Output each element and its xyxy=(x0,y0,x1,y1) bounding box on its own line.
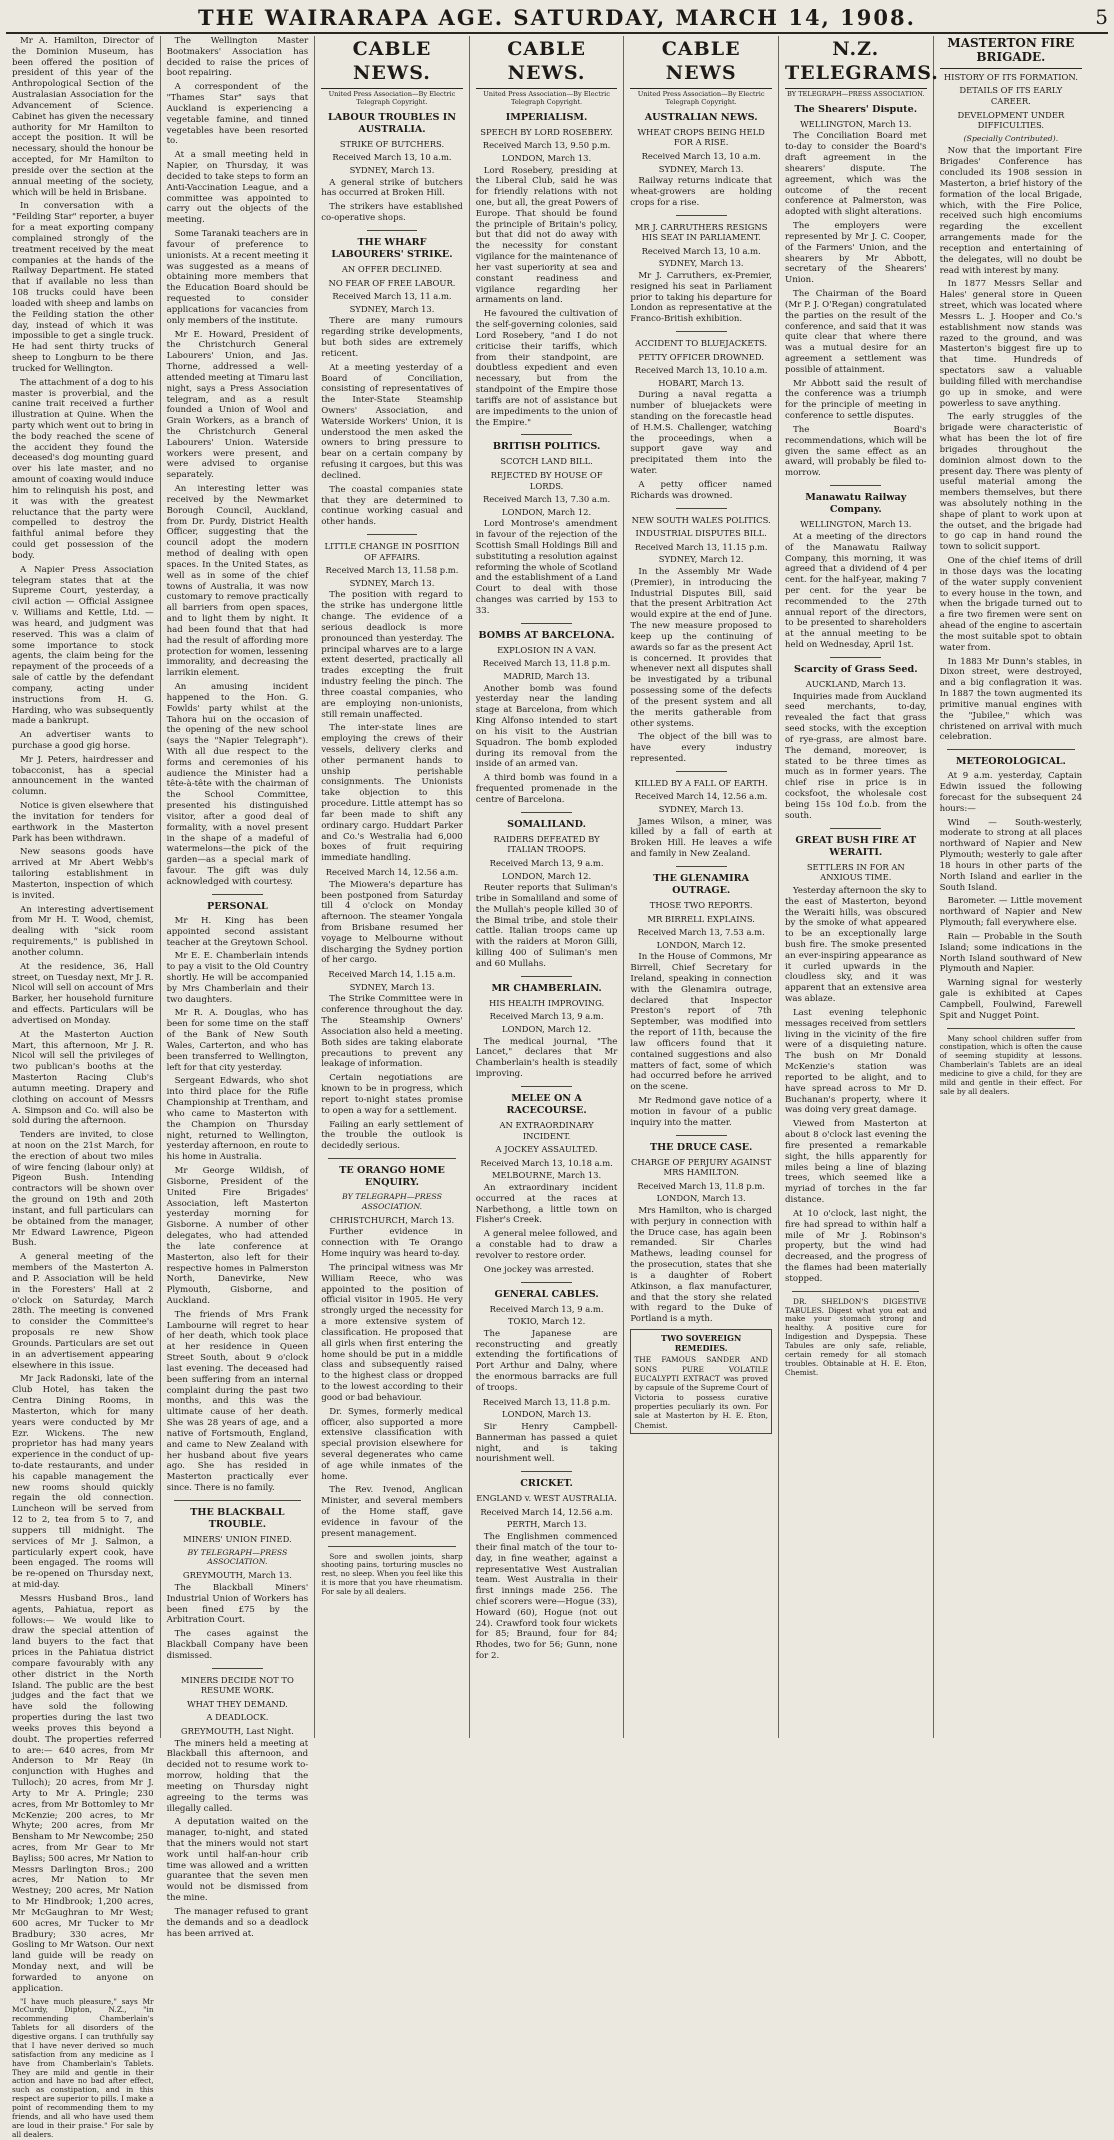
subheading: INDUSTRIAL DISPUTES BILL. xyxy=(635,528,767,539)
dateline: Received March 13, 11.8 p.m. xyxy=(482,658,611,669)
dateline: LONDON, March 13. xyxy=(502,1409,592,1420)
paragraph: At the residence, 36, Hall street, on Tuesday next, Mr J. R. Nicol will sell on account of Mrs Barker, her household furniture and effects. Particulars will be advertised on Monday. xyxy=(12,961,154,1026)
dateline: Received March 13, 11.8 p.m. xyxy=(637,1180,765,1191)
paragraph: The Wellington Master Bootmakers' Association has decided to raise the prices of boot repairing. xyxy=(166,36,309,79)
dateline: LONDON, March 13. xyxy=(502,152,592,163)
subheading: THOSE TWO REPORTS. xyxy=(649,900,753,911)
divider xyxy=(521,1086,572,1087)
paragraph: A general melee followed, and a constable had to draw a revolver to restore order. xyxy=(475,1229,618,1261)
paragraph: The Miowera's departure has been postponed from Saturday till 4 o'clock on Monday afternoon. The steamer Yongala from Brisbane resumed her voyage to Melbourne without discharging the Sydney portion of her cargo. xyxy=(321,879,463,966)
dateline: Received March 13, 7.30 a.m. xyxy=(482,494,611,505)
subheading: SETTLERS IN FOR AN ANXIOUS TIME. xyxy=(806,861,905,883)
paragraph: Rain — Probable in the South Island; some indications in the North Island southward of New Plymouth and Napier. xyxy=(939,931,1083,975)
advertisement-box xyxy=(630,1329,772,1434)
paragraph: A deputation waited on the manager, to-night, and stated that the miners would not start work until half-an-hour crib time was allowed and a written guarantee that the seven men would not be dismissed from the mine. xyxy=(166,1817,309,1904)
paragraph: The miners held a meeting at Blackball this afternoon, and decided not to resume work to-morrow, holding that the meeting on Thursday night agreeing to the terms was illegally called. xyxy=(166,1738,309,1814)
divider xyxy=(212,1668,263,1669)
subheading: NO FEAR OF FREE LABOUR. xyxy=(328,277,456,288)
dateline: Received March 13, 10 a.m. xyxy=(332,152,452,163)
paragraph: Tenders are invited, to close at noon on the 21st March, for the erection of about two miles of wire fencing (labour only) at Pigeon Bush. Intending contractors will be shown over the ground on 19th and 20th instant, and full particulars can be obtained from the manager, Mr Edward Lawrence, Pigeon Bush. xyxy=(12,1130,154,1249)
divider xyxy=(676,866,727,867)
paragraph: Dr. Symes, formerly medical officer, also supported a more extensive classification with special provision elsewhere for several degenerates who came of age while inmates of the home. xyxy=(321,1406,463,1482)
dateline: LONDON, March 12. xyxy=(502,506,592,517)
paragraph: Failing an early settlement of the trouble the outlook is decidedly serious. xyxy=(321,1119,463,1152)
dateline: LONDON, March 12. xyxy=(502,1023,592,1034)
headline: GENERAL CABLES. xyxy=(494,1288,599,1300)
dateline: Received March 14, 12.56 a.m. xyxy=(634,791,768,802)
headline: GREAT BUSH FIRE AT WERAITI. xyxy=(795,834,917,858)
subheading: NEW SOUTH WALES POLITICS. xyxy=(631,514,771,525)
section-header: CABLE NEWS. xyxy=(321,38,463,89)
paragraph: Mr George Wildish, of Gisborne, President of the United Fire Brigades' Association, left Masterton yesterday morning for Gisborne. A number of other delegates, who had attended the late conference at Masterton, also left for their respective homes in Palmerston North, Danevirke, New Plymouth, Gisborne, and Auckland. xyxy=(166,1166,309,1306)
column-5-cable-news xyxy=(624,36,779,1738)
paragraph: Mr J. Peters, hairdresser and tobacconist, has a special announcement in the wanted column. xyxy=(12,754,154,798)
paragraph: Warning signal for westerly gale is exhibited at Capes Campbell, Foulwind, Farewell Spit and Nugget Point. xyxy=(939,978,1083,1021)
divider xyxy=(830,828,881,829)
paragraph: In conversation with a "Feilding Star" reporter, a buyer for a meat exporting company complained strongly of the treatment received by the meat companies at the hands of the Railway Department. He stated that if available no less than 108 trucks could have been loaded with sheep and lambs on the Feilding station the other day, instead of which it was impossible to get a single truck. He had sent thirty trucks of sheep to Longburn to be there trucked for Wellington. xyxy=(12,201,154,374)
newspaper-title: THE WAIRARAPA AGE. SATURDAY, MARCH 14, 1908. xyxy=(198,4,916,30)
paragraph: The Blackball Miners' Industrial Union of Workers has been fined £75 by the Arbitration Court. xyxy=(166,1582,309,1626)
paragraph: Yesterday afternoon the sky to the east of Masterton, beyond the Weraiti hills, was obscured by the smoke of what appeared to be an exceptionally large bush fire. The smoke presented an ever-inspiring appearance as it curled upwards in the cloudless sky, and it was apparent that an extensive area was ablaze. xyxy=(784,885,927,1005)
paragraph: The Chairman of the Board (Mr P. J. O'Regan) congratulated the parties on the result of the conference, and said that it was quite clear that where there was a mutual desire for an agreement a settlement was possible of attainment. xyxy=(784,289,927,375)
paragraph: A correspondent of the "Thames Star" says that Auckland is experiencing a vegetable famine, and tinned vegetables have been resorted to. xyxy=(166,82,309,147)
paragraph: Wind — South-westerly, moderate to strong at all places northward of Napier and New Plymouth; westerly to gale after 18 hours in other parts of the North Island and earlier in the South Island. xyxy=(939,817,1083,893)
paragraph: The medical journal, "The Lancet," declares that Mr Chamberlain's health is steadily improving. xyxy=(475,1036,618,1080)
divider xyxy=(947,749,1075,750)
credit-line: United Press Association—By Electric Telegraph Copyright. xyxy=(637,89,765,106)
paragraph: In 1877 Messrs Sellar and Hales' general store in Queen street, which was located where Messrs L. J. Hooper and Co.'s establishment now stands was razed to the ground, and was Masterton's biggest fire up to that time. Hundreds of spectators saw a valuable building filled with merchandise go up in smoke, and were powerless to save anything. xyxy=(939,279,1083,409)
paragraph: The position with regard to the strike has undergone little change. The evidence of a serious deadlock is more pronounced than yesterday. The principal wharves are to a large extent deserted, practically all trades excepting the fruit industry feeling the pinch. The three coastal companies, who are employing non-unionists, still remain unaffected. xyxy=(321,590,463,720)
subheading: A JOCKEY ASSAULTED. xyxy=(495,1144,598,1155)
paragraph: One of the chief items of drill in those days was the locating of the water supply convenient to every house in the town, and when the brigade turned out to a fire two firemen were sent on ahead of the engine to ascertain the most suitable spot to obtain water from. xyxy=(939,556,1083,653)
subheading: DEVELOPMENT UNDER DIFFICULTIES. xyxy=(957,109,1065,131)
subheading: MINERS' UNION FINED. xyxy=(183,1534,292,1545)
paragraph: James Wilson, a miner, was killed by a fall of earth at Broken Hill. He leaves a wife and family in New Zealand. xyxy=(630,816,772,860)
divider xyxy=(947,1028,1075,1029)
paragraph: The Strike Committee were in conference throughout the day. The Steamship Owners' Association also held a meeting. Both sides are taking elaborate precautions to prevent any leakage of information. xyxy=(321,994,463,1070)
paragraph: The Conciliation Board met to-day to consider the Board's draft agreement in the shearers' dispute. The agreement, which was the outcome of the recent conference at Palmerston, was adopted with slight alterations. xyxy=(784,131,927,218)
advertisement-heading: TWO SOVEREIGN REMEDIES. xyxy=(661,1333,742,1354)
section-heading-personal: PERSONAL xyxy=(207,900,268,912)
paragraph: At 9 a.m. yesterday, Captain Edwin issued the following forecast for the subsequent 24 hours:— xyxy=(939,771,1083,814)
paragraph: Mrs Hamilton, who is charged with perjury in connection with the Druce case, has again been remanded. Sir Charles Mathews, leading counsel for the prosecution, states that she is a daughter of Robert Atkinson, a flax manufacturer, and that the story she related with regard to the Duke of Portland is a myth. xyxy=(630,1205,772,1325)
divider xyxy=(521,434,572,435)
paragraph: In the House of Commons, Mr Birrell, Chief Secretary for Ireland, speaking in connection with the Glenamira outrage, declared that Inspector Preston's report of 7th September, was modified into the report of 11th, because the law officers found that it contained suggestions and also matters of fact, some of which had occurred before he arrived on the scene. xyxy=(630,952,772,1093)
paragraph: At a meeting of the directors of the Manawatu Railway Company, this morning, it was agreed that a dividend of 4 per cent. for the half-year, making 7 per cent. for the year be recommended to the 27th annual report of the directors, to be presented to shareholders at the annual meeting to be held on Wednesday, April 1st. xyxy=(784,531,927,651)
headline: TE ORANGO HOME ENQUIRY. xyxy=(339,1165,445,1189)
paragraph: At the Masterton Auction Mart, this afternoon, Mr J. R. Nicol will sell the privileges of two publican's booths at the Masterton Racing Club's autumn meeting. Drapery and clothing on account of Messrs A. Simpson and Co. will also be sold during the afternoon. xyxy=(12,1029,154,1127)
advertisement-text: THE FAMOUS SANDER AND SONS PURE VOLATILE EUCALYPTI EXTRACT was proved by capsule of the Supreme Court of Victoria to possess curative properties peculiarly its own. For sale at Masterton by H. E. Eton, Chemist. xyxy=(634,1355,768,1430)
dateline: WELLINGTON, March 13. xyxy=(800,519,912,530)
paragraph: The principal witness was Mr William Reece, who was appointed to the position of official visitor in 1905. He very strongly urged the necessity for a more extensive system of classification. He proposed that all girls when first entering the home should be put in a middle class and subsequently raised to the highest class or dropped to the lowest according to their good or bad behaviour. xyxy=(321,1262,463,1403)
paragraph: The manager refused to grant the demands and so a deadlock has been arrived at. xyxy=(166,1906,309,1939)
headline: IMPERIALISM. xyxy=(505,111,588,123)
paragraph: Certain negotiations are known to be in progress, which report to-night states promise to open a way for a settlement. xyxy=(321,1073,463,1116)
paragraph: The Englishmen commenced their final match of the tour to-day, in fine weather, against a representative West Australian team. West Australia in their first innings made 256. The chief scorers were—Hogue (33), Howard (60), Hogue (not out 24). Crawford took four wickets for 85; Braund, four for 84; Rhodes, two for 56; Gunn, none for 2. xyxy=(475,1532,618,1662)
divider xyxy=(328,1158,455,1159)
divider xyxy=(676,1135,727,1136)
headline: THE DRUCE CASE. xyxy=(649,1141,753,1153)
paragraph: The Rev. Ivenod, Anglican Minister, and several members of the Home staff, gave evidence in favour of the present management. xyxy=(321,1485,463,1539)
paragraph: The Board's recommendations, which will be given the same effect as an award, will probably be filed to-morrow. xyxy=(784,424,927,479)
paragraph: An advertiser wants to purchase a good gig horse. xyxy=(12,730,154,751)
paragraph: The employers were represented by Mr J. C. Cooper, of the Farmers' Union, and the shearers by Mr Abbott, secretary of the Shearers' Union. xyxy=(784,221,927,286)
paragraph: An extraordinary incident occurred at the races at Narbethong, a little town on Fisher's Creek. xyxy=(475,1182,618,1226)
paragraph: A petty officer named Richards was drowned. xyxy=(630,479,772,501)
subheading: HISTORY OF ITS FORMATION. xyxy=(943,71,1078,82)
paragraph: Some Taranaki teachers are in favour of preference to unionists. At a recent meeting it was suggested as a means of obtaining more members that the Education Board should be requested to consider applications for vacancies from only members of the institute. xyxy=(166,229,309,326)
subheading: SCOTCH LAND BILL. xyxy=(500,456,593,467)
dateline: LONDON, March 13. xyxy=(656,1193,746,1204)
paragraph: Reuter reports that Suliman's tribe in Somaliland and some of the Mullah's people killed 30 of the Bimal tribe, and stole their cattle. Italian troops came up with the raiders at Moron Gilli, killing 400 of Suliman's men and 60 Mullahs. xyxy=(475,883,618,969)
paragraph: In the Assembly Mr Wade (Premier), in introducing the Industrial Disputes Bill, said that the present Arbitration Act would expire at the end of June. The new measure proposed to keep up the continuing of awards so far as the present Act is concerned. It provides that whenever next all disputes shall be investigated by a tribunal possessing some of the defects of the present system and all the merits gatherable from other systems. xyxy=(630,566,772,729)
section-header: CABLE NEWS. xyxy=(476,38,618,89)
dateline: SYDNEY, March 13. xyxy=(349,981,435,992)
paragraph: The attachment of a dog to his master is proverbial, and the canine trait received a further illustration at Quine. When the party which went out to bring in the body reached the scene of the accident they found the deceased's dog mounting guard over his late master, and no amount of coaxing would induce him to relinquish his post, and it was with the greatest reluctance that the party were compelled to destroy the faithful animal before they could get possession of the body. xyxy=(12,377,154,561)
paragraph: A general strike of butchers has occurred at Broken Hill. xyxy=(321,177,463,199)
paragraph: Mr J. Carruthers, ex-Premier, resigned his seat in Parliament prior to taking his departure for London as representative at the Franco-British exhibition. xyxy=(630,270,772,325)
divider xyxy=(174,1500,301,1501)
subheading: ENGLAND v. WEST AUSTRALIA. xyxy=(476,1493,617,1504)
dateline: Received March 13, 10.18 a.m. xyxy=(480,1157,613,1168)
subheading: REJECTED BY HOUSE OF LORDS. xyxy=(490,470,603,491)
headline: THE GLENAMIRA OUTRAGE. xyxy=(653,872,750,896)
credit-line: BY TELEGRAPH—PRESS ASSOCIATION. xyxy=(786,89,925,98)
subheading: ACCIDENT TO BLUEJACKETS. xyxy=(635,338,768,349)
paragraph: At a meeting yesterday of a Board of Conciliation, consisting of representatives of the Inter-State Steamship Owners' Association, and Waterside Workers' Union, it is understood the men asked the owners to bring pressure to bear on a certain company by refusing it cargoes, but this was declined. xyxy=(321,362,463,481)
dateline: Received March 14, 12.56 a.m. xyxy=(325,867,459,878)
paragraph: An interesting letter was received by the Newmarket Borough Council, Auckland, from Dr. Purdy, District Health Officer, suggesting that the council adopt the modern method of dealing with open spaces. In the United States, as well as in some of the chief towns of Australia, it was now customary to remove practically all barriers from open spaces, and to light them by night. It had been found that that had had the result of affording more protection for women, lessening immorality, and decreasing the larrikin element. xyxy=(166,484,309,679)
column-4-cable-news xyxy=(470,36,625,1738)
subheading: MINERS DECIDE NOT TO RESUME WORK. xyxy=(180,1674,294,1696)
credit-line: BY TELEGRAPH—PRESS ASSOCIATION. xyxy=(187,1547,288,1567)
dateline: SYDNEY, March 13. xyxy=(349,577,435,588)
headline: METEOROLOGICAL. xyxy=(955,756,1066,768)
paragraph: Mr Abbott said the result of the conference was a triumph for the principle of meeting in conference to settle disputes. xyxy=(784,378,927,422)
section-header: MASTERTON FIRE BRIGADE. xyxy=(940,36,1083,69)
divider xyxy=(676,771,727,772)
divider xyxy=(521,812,572,813)
dateline: CHRISTCHURCH, March 13. xyxy=(329,1214,455,1225)
paragraph: There are many rumours regarding strike developments, but both sides are extremely reticent. xyxy=(321,316,463,359)
subheading: AN OFFER DECLINED. xyxy=(341,264,443,275)
paragraph: Further evidence in connection with Te Orango Home inquiry was heard to-day. xyxy=(321,1227,463,1260)
divider xyxy=(521,976,572,977)
divider xyxy=(367,230,418,231)
dateline: TOKIO, March 12. xyxy=(507,1316,586,1327)
paragraph: During a naval regatta a number of bluejackets were standing on the forecastle head of H.M.S. Challenger, watching the proceedings, when a support gave way and precipitated them into the water. xyxy=(630,390,772,477)
paragraph: A Napier Press Association telegram states that at the Supreme Court, yesterday, a civil action — Official Assignee v. Williams and Kettle, Ltd. — was heard, and judgment was reserved. This was a claim of some importance to stock agents, the claim being for the repayment of the proceeds of a sale of cattle by the defendant company, acting under instructions from H. G. Harding, who was subsequently made a bankrupt. xyxy=(12,564,154,727)
paragraph: The cases against the Blackball Company have been dismissed. xyxy=(166,1629,309,1661)
divider xyxy=(212,894,263,895)
subheading: HIS HEALTH IMPROVING. xyxy=(488,997,605,1008)
paragraph: Last evening telephonic messages received from settlers living in the vicinity of the fire were of a disquieting nature. The bush on Mr Donald McKenzie's station was reported to be alight, and to have spread across to Mr D. Buchanan's property, where it was doing very great damage. xyxy=(784,1007,927,1116)
dateline: Received March 13, 11.58 p.m. xyxy=(325,565,459,576)
byline: (Specially Contributed). xyxy=(963,133,1059,143)
column-7-fire-brigade xyxy=(934,36,1089,1738)
advertisement-paragraph: Sore and swollen joints, sharp shooting pains, torturing muscles no rest, no sleep. When you feel like this it is more that you have rheumatism. For sale by all dealers. xyxy=(321,1551,463,1597)
paragraph: Another bomb was found yesterday near the landing stage at Barcelona, from which King Alfonso intended to start on his visit to the Austrian Squadron. The bomb exploded during its removal from the inside of an armed van. xyxy=(475,683,618,770)
subheading: STRIKE OF BUTCHERS. xyxy=(339,138,445,149)
dateline: Received March 13, 9 a.m. xyxy=(489,1011,604,1022)
dateline: AUCKLAND, March 13. xyxy=(805,679,906,690)
headline: THE WHARF LABOURERS' STRIKE. xyxy=(331,236,453,260)
divider xyxy=(676,331,727,332)
credit-line: BY TELEGRAPH—PRESS ASSOCIATION. xyxy=(342,1192,442,1212)
dateline: SYDNEY, March 13. xyxy=(658,803,744,814)
paragraph: Railway returns indicate that wheat-growers are holding crops for a rise. xyxy=(630,176,772,208)
paragraph: Sergeant Edwards, who shot into third place for the Rifle Championship at Trentham, and who came to Masterton with the Champion on Thursday night, returned to Wellington, yesterday afternoon, en route to his home in Australia. xyxy=(166,1076,309,1163)
paragraph: An amusing incident happened to the Hon. G. Fowlds' party whilst at the Tahora hui on the occasion of the opening of the new school (says the "Napier Telegraph"). With all due respect to the forms and ceremonies of his audience the Minister had a tête-à-tête with the chairman of the School Committee, presented his distinguished visitor, after a good deal of formality, with a novel present in the shape of a madeful of watermelons—the pick of the garden—as a special mark of favour. The gift was duly acknowledged with courtesy. xyxy=(166,682,309,887)
subheading: AN EXTRAORDINARY INCIDENT. xyxy=(499,1120,594,1141)
section-header: CABLE NEWS xyxy=(630,38,772,89)
subheading: SPEECH BY LORD ROSEBERY. xyxy=(480,126,613,137)
headline: SOMALILAND. xyxy=(507,818,586,830)
dateline: SYDNEY, March 13. xyxy=(658,258,744,269)
page-number: 5 xyxy=(1095,5,1108,29)
dateline: SYDNEY, March 13. xyxy=(349,165,435,175)
dateline: Received March 13, 11.15 p.m. xyxy=(634,541,768,552)
credit-line: United Press Association—By Electric Telegraph Copyright. xyxy=(483,89,610,106)
subheading: KILLED BY A FALL OF EARTH. xyxy=(634,777,768,788)
columns xyxy=(6,36,1108,2139)
headline: BOMBS AT BARCELONA. xyxy=(478,629,615,641)
paragraph: Mr E. E. Chamberlain intends to pay a visit to the Old Country shortly. He will be accompanied by Mrs Chamberlain and their two daughters. xyxy=(166,951,309,1005)
advertisement-paragraph: "I have much pleasure," says Mr McCurdy, Dipton, N.Z., "in recommending Chamberlain's Tablets for all disorders of the digestive organs. I can truthfully say that I have never derived so much satisfaction from any medicine as I have from Chamberlain's Tablets. They are mild and gentle in their action and have no bad after effect, such as constipation, and in this respect are superior to pills. I make a point of recommending them to my friends, and all who have used them are loud in their praise." For sale by all dealers. xyxy=(12,1996,154,2139)
paragraph: The early struggles of the brigade were characteristic of what has been the lot of fire brigades throughout the dominion almost down to the present day. There was plenty of useful material among the members themselves, but there was absolutely nothing in the shape of plant to work upon at the outset, and the brigade had to go cap in hand round the town to solicit support. xyxy=(939,412,1083,553)
paragraph: The friends of Mrs Frank Lambourne will regret to hear of her death, which took place at her residence in Queen Street South, about 9 o'clock last evening. The deceased had been suffering from an internal complaint during the past two months, and this was the ultimate cause of her death. She was 28 years of age, and a native of Fortsmouth, England, and came to New Zealand with her husband about five years ago. She has resided in Masterton practically ever since. There is no family. xyxy=(166,1309,309,1494)
divider xyxy=(521,623,572,624)
divider xyxy=(521,1471,572,1472)
column-2-local-news xyxy=(161,36,316,1939)
subheading: PETTY OFFICER DROWNED. xyxy=(638,351,764,362)
dateline: Received March 13, 10 a.m. xyxy=(641,245,761,256)
column-3-cable-news xyxy=(315,36,470,1738)
dateline: Received March 13, 7.53 a.m. xyxy=(637,927,765,938)
section-header: N.Z. TELEGRAMS. xyxy=(785,38,927,89)
paragraph: The Japanese are reconstructing and greatly extending the fortifications of Port Arthur and Dalny, where the enormous barracks are full of troops. xyxy=(475,1328,618,1393)
divider xyxy=(792,1291,919,1292)
subheading: WHAT THEY DEMAND. xyxy=(186,1698,288,1709)
subheading: RAIDERS DEFEATED BY ITALIAN TROOPS. xyxy=(493,833,600,855)
column-1-local-news xyxy=(6,36,161,2139)
paragraph: At 10 o'clock, last night, the fire had spread to within half a mile of Mr J. Robinson's property, but the wind had decreased, and the progress of the flames had been materially stopped. xyxy=(784,1208,927,1284)
subheading: LITTLE CHANGE IN POSITION OF AFFAIRS. xyxy=(324,541,460,562)
headline: BRITISH POLITICS. xyxy=(492,441,601,453)
paragraph: The inter-state lines are employing the crews of their vessels, delivery clerks and other permanent hands to unship perishable consignments. The Unionists take objection to this procedure. Little attempt has so far been made to shift any ordinary cargo. Huddart Parker and Co.'s Westralia had 6,000 boxes of fruit requiring immediate handling. xyxy=(321,723,463,864)
paragraph: Viewed from Masterton at about 8 o'clock last evening the fire presented a remarkable sight, the hills apparently for miles being a line of blazing trees, which seemed like a myriad of torches in the far distance. xyxy=(784,1119,927,1206)
paragraph: Mr A. Hamilton, Director of the Dominion Museum, has been offered the position of president of this year of the Anthropological Section of the Australasian Association for the Advancement of Science. Cabinet has given the necessary authority for Mr Hamilton to accept the position. It will be necessary, should the honour be accepted, for Mr Hamilton to preside over the section at the annual meeting of the society, which will be held in Brisbane. xyxy=(12,36,154,198)
paragraph: He favoured the cultivation of the self-governing colonies, said Lord Rosebery, "and I do not criticise their tariffs, which from their standpoint, are doubtless expedient and even necessary, but from the standpoint of the Empire those tariffs are not of assistance but are impediments to the union of the Empire." xyxy=(475,309,618,428)
headline: The Shearers' Dispute. xyxy=(794,103,918,115)
headline: LABOUR TROUBLES IN AUSTRALIA. xyxy=(327,111,456,135)
divider xyxy=(676,508,727,509)
credit-line: United Press Association—By Electric Telegraph Copyright. xyxy=(328,89,456,106)
paragraph: Now that the important Fire Brigades' Conference has concluded its 1908 session in Masterton, a brief history of the formation of the local Brigade, which, with the Fire Police, received such high encomiums regarding the excellent arrangements made for the reception and entertaining of the delegates, will no doubt be read with interest by many. xyxy=(939,146,1083,276)
divider xyxy=(328,1546,455,1547)
subheading: MR BIRRELL EXPLAINS. xyxy=(647,913,755,924)
paragraph: New seasons goods have arrived at Mr Abert Webb's tailoring establishment in Masterton, inspection of which is invited. xyxy=(12,847,154,901)
dateline: WELLINGTON, March 13. xyxy=(800,118,912,129)
headline: AUSTRALIAN NEWS. xyxy=(644,111,758,123)
dateline: Received March 13, 9.50 p.m. xyxy=(482,140,611,151)
divider xyxy=(830,485,881,486)
headline: Manawatu Railway Company. xyxy=(805,492,907,516)
paragraph: Mr H. King has been appointed second assistant teacher at the Greytown School. xyxy=(166,915,309,948)
subheading: CHARGE OF PERJURY AGAINST MRS HAMILTON. xyxy=(631,1156,772,1178)
dateline: Received March 13, 10.10 a.m. xyxy=(634,365,768,376)
paragraph: One jockey was arrested. xyxy=(483,1264,594,1275)
paragraph: Mr Jack Radonski, late of the Club Hotel, has taken the Centra Dining Rooms, in Masterton, which for many years were conducted by Mr Ezr. Wickens. The new proprietor has had many years experience in the conduct of up-to-date restaurants, and under his capable management the new rooms should quickly regain the old connection. Luncheon will be served from 12 to 2, tea from 5 to 7, and suppers till midnight. The services of Mr J. Salmon, a particularly expert cook, have been engaged. The rooms will be re-opened on Thursday next, at mid-day. xyxy=(12,1374,154,1591)
column-6-nz-telegrams xyxy=(779,36,939,1738)
paragraph: At a small meeting held in Napier, on Thursday, it was decided to take steps to form an Anti-Vaccination League, and a committee was appointed to carry out the objects of the meeting. xyxy=(166,150,309,226)
subheading: A DEADLOCK. xyxy=(206,1712,269,1723)
dateline: SYDNEY, March 12. xyxy=(658,554,744,565)
dateline: Received March 14, 12.56 a.m. xyxy=(480,1506,613,1517)
subheading: MR J. CARRUTHERS RESIGNS HIS SEAT IN PARLIAMENT. xyxy=(634,221,768,243)
paragraph: The object of the bill was to have every industry represented. xyxy=(630,732,772,764)
dateline: Received March 13, 9 a.m. xyxy=(489,1303,604,1314)
subheading: DETAILS OF ITS EARLY CAREER. xyxy=(959,85,1063,106)
divider xyxy=(367,534,418,535)
divider xyxy=(830,657,881,658)
advertisement-paragraph: DR. SHELDON'S DIGESTIVE TABULES. Digest what you eat and make your stomach strong and healthy. A positive cure for Indigestion and Dyspepsia. These Tabules are only safe, reliable, certain remedy for all stomach troubles. Obtainable at H. E. Eton, Chemist. xyxy=(784,1296,927,1377)
headline: CRICKET. xyxy=(520,1478,573,1490)
paragraph: Sir Henry Campbell-Bannerman has passed a quiet night, and is taking nourishment well. xyxy=(475,1421,618,1465)
dateline: Received March 13, 10 a.m. xyxy=(641,150,761,161)
paragraph: The coastal companies state that they are determined to continue working casual and other hands. xyxy=(321,484,463,528)
headline: Scarcity of Grass Seed. xyxy=(794,663,918,675)
paragraph: A general meeting of the members of the Masterton A. and P. Association will be held in the Foresters' Hall at 2 o'clock on Saturday, March 28th. The meeting is convened to consider the Committee's proposals re new Show Grounds. Particulars are set out in an advertisement appearing elsewhere in this issue. xyxy=(12,1252,154,1371)
dateline: SYDNEY, March 13. xyxy=(349,303,435,314)
dateline: Received March 13, 11.8 p.m. xyxy=(482,1396,611,1407)
subheading: EXPLOSION IN A VAN. xyxy=(497,644,597,655)
masthead xyxy=(6,2,1108,34)
divider xyxy=(521,1282,572,1283)
dateline: GREYMOUTH, March 13. xyxy=(182,1570,292,1581)
dateline: Received March 14, 1.15 a.m. xyxy=(328,969,456,980)
paragraph: Mr Redmond gave notice of a motion in favour of a public inquiry into the matter. xyxy=(630,1096,772,1128)
paragraph: An interesting advertisement from Mr H. T. Wood, chemist, dealing with "sick room requirements," is published in another column. xyxy=(12,904,154,958)
paragraph: Mr R. A. Douglas, who has been for some time on the staff of the Bank of New South Wales, Carterton, and who has been transferred to Wellington, left for that city yesterday. xyxy=(166,1008,309,1073)
dateline: LONDON, March 12. xyxy=(502,870,592,881)
dateline: LONDON, March 12. xyxy=(656,939,746,950)
dateline: Received March 13, 11 a.m. xyxy=(332,291,452,302)
paragraph: The strikers have established co-operative shops. xyxy=(321,202,463,224)
paragraph: Lord Rosebery, presiding at the Liberal Club, said he was for friendly relations with not one, but all, the great Powers of Europe. That should be found the principle of Britain's policy, but that did not do away with the necessity for constant vigilance for the maintenance of her vast superiority at sea and constant readiness and vigilance regarding her armaments on land. xyxy=(475,165,618,306)
paragraph: Lord Montrose's amendment in favour of the rejection of the Scottish Small Holdings Bill and substituting a resolution against reforming the whole of Scotland and the establishment of a Land Court to deal with those changes was carried by 153 to 33. xyxy=(475,519,618,616)
headline: MR CHAMBERLAIN. xyxy=(491,982,602,994)
paragraph: Inquiries made from Auckland seed merchants, to-day, revealed the fact that grass seed stocks, with the exception of rye-grass, are almost bare. The demand, moreover, is stated to be three times as much as in former years. The chief rise in price is in cocksfoot, the wholesale cost being 15s 10d f.o.b. from the south. xyxy=(784,691,927,821)
headline: MELEE ON A RACECOURSE. xyxy=(506,1092,587,1116)
heading-blackball-trouble: THE BLACKBALL TROUBLE. xyxy=(190,1506,285,1530)
subheading: WHEAT CROPS BEING HELD FOR A RISE. xyxy=(637,126,765,148)
paragraph: A third bomb was found in a frequented promenade in the centre of Barcelona. xyxy=(475,773,618,805)
paragraph: Notice is given elsewhere that the invitation for tenders for earthwork in the Masterton Park has been withdrawn. xyxy=(12,801,154,844)
dateline: HOBART, March 13. xyxy=(658,377,745,388)
paragraph: Messrs Husband Bros., land agents, Pahiatua, report as follows:— We would like to draw the special attention of land buyers to the fact that prices in the Pahiatua district compare favourably with any other district in the North Island. The public are the best judges and the fact that we have sold the following properties during the last two weeks proves this beyond a doubt. The properties referred to are:— 640 acres, from Mr Anderson to Mr Reay (in conjunction with Hughes and Tulloch); 20 acres, from Mr J. Arty to Mr A. Pringle; 230 acres, from Mr Bottomley to Mr McKenzie; 200 acres, to Mr Whyte; 200 acres, from Mr Bensham to Mr Newcombe; 250 acres, from Mr Gear to Mr Bayliss; 500 acres, Mr Nation to Messrs Darlington Bros.; 200 acres, Mr Nation to Mr Westney; 200 acres, Mr Nation to Mr Hindbrook; 1,200 acres, Mr McGaughran to Mr West; 600 acres, Mr Tucker to Mr Bradbury; 330 acres, Mr Gosling to Mr Watson. Our next land guide will be ready on Monday next, and will be forwarded to anyone on application. xyxy=(12,1593,154,1994)
dateline: GREYMOUTH, Last Night. xyxy=(180,1725,294,1736)
paragraph: Mr E. Howard, President of the Christchurch General Labourers' Union, and Jas. Thorne, addressed a well-attended meeting at Timaru last night, says a Press Association telegram, and as a result founded a Union of Wool and Grain Workers, as a branch of the Christchurch General Labourers' Union. Waterside workers were present, and were advised to organise separately. xyxy=(166,329,309,481)
dateline: SYDNEY, March 13. xyxy=(658,163,744,174)
dateline: MADRID, March 13. xyxy=(503,671,590,682)
divider xyxy=(676,215,727,216)
dateline: MELBOURNE, March 13. xyxy=(491,1170,602,1181)
advertisement-paragraph: Many school children suffer from constipation, which is often the cause of seeming stupidity at lessons. Chamberlain's Tablets are an ideal medicine to give a child, for they are mild and gentle in their effect. For sale by all dealers. xyxy=(939,1033,1083,1096)
dateline: PERTH, March 13. xyxy=(506,1519,587,1530)
dateline: Received March 13, 9 a.m. xyxy=(489,857,604,868)
paragraph: In 1883 Mr Dunn's stables, in Dixon street, were destroyed, and a big conflagration it was. In 1887 the town augmented its primitive manual engines with the "Jubilee," which was christened on arrival with much celebration. xyxy=(939,656,1083,743)
paragraph: Barometer. — Little movement northward of Napier and New Plymouth; fall everywhere else. xyxy=(939,896,1083,929)
